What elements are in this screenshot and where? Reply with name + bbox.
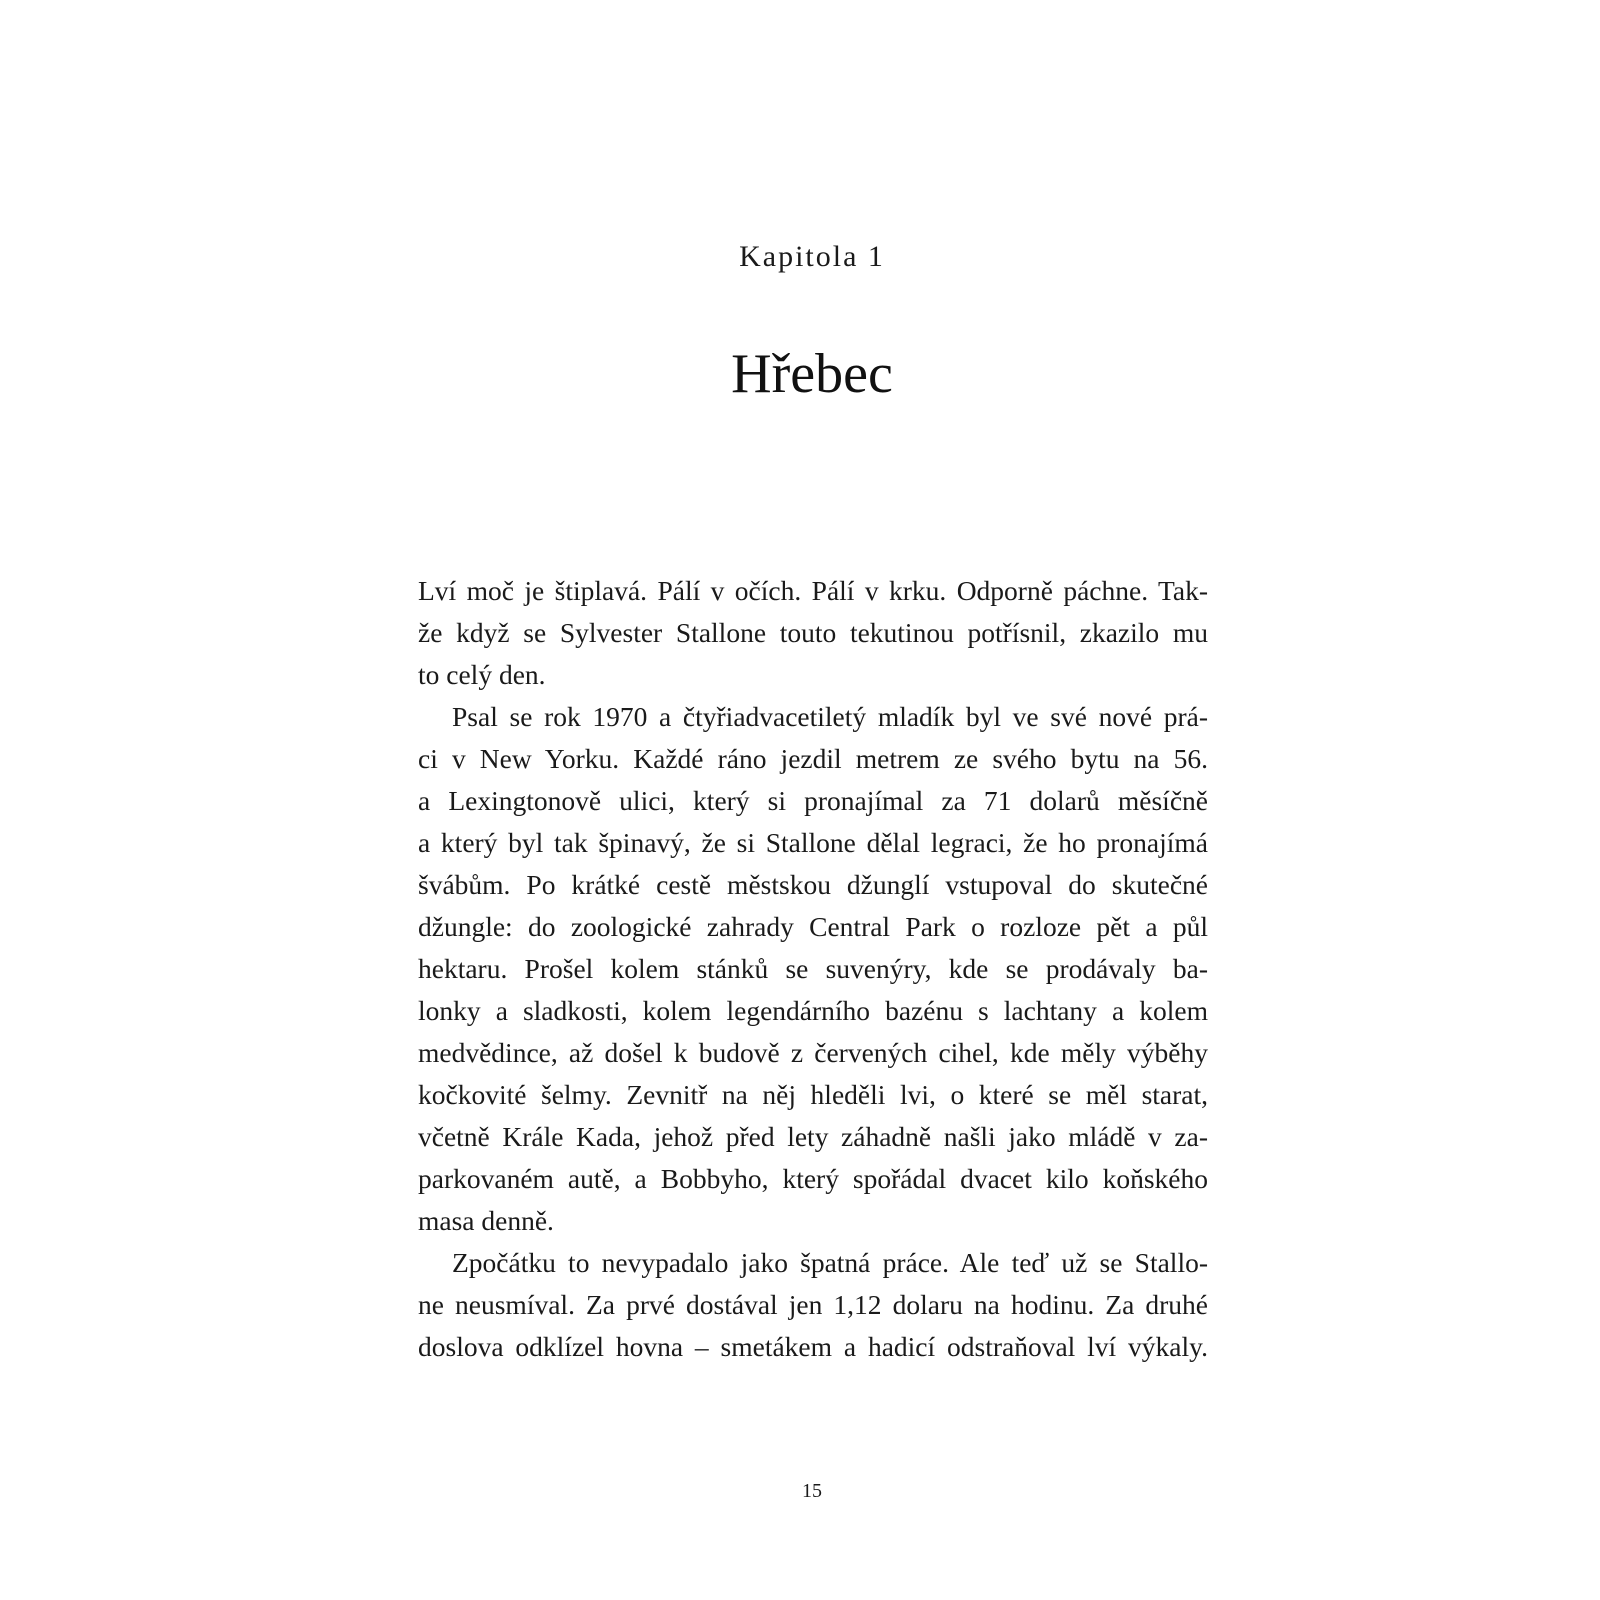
body-text xyxy=(418,570,1208,1368)
text-line: a Lexingtonově ulici, který si pronajímal za 71 dolarů měsíčně xyxy=(418,785,1208,816)
text-line: Psal se rok 1970 a čtyřiadvacetiletý mladík byl ve své nové prá- xyxy=(452,701,1208,732)
text-line: hektaru. Prošel kolem stánků se suvenýry, kde se prodávaly ba- xyxy=(418,953,1208,984)
text-line: Zpočátku to nevypadalo jako špatná práce. Ale teď už se Stallo- xyxy=(452,1247,1208,1278)
text-line: švábům. Po krátké cestě městskou džunglí vstupoval do skutečné xyxy=(418,869,1208,900)
text-line: Lví moč je štiplavá. Pálí v očích. Pálí v krku. Odporně páchne. Tak- xyxy=(418,575,1208,606)
text-line: ci v New Yorku. Každé ráno jezdil metrem ze svého bytu na 56. xyxy=(418,743,1208,774)
text-line: a který byl tak špinavý, že si Stallone dělal legraci, že ho pronajímá xyxy=(418,827,1208,858)
text-line: parkovaném autě, a Bobbyho, který spořádal dvacet kilo koňského xyxy=(418,1163,1208,1194)
text-line: džungle: do zoologické zahrady Central Park o rozloze pět a půl xyxy=(418,911,1208,942)
page-number: 15 xyxy=(802,1480,822,1502)
text-line: že když se Sylvester Stallone touto tekutinou potřísnil, zkazilo mu xyxy=(418,617,1208,648)
text-line: kočkovité šelmy. Zevnitř na něj hleděli lvi, o které se měl starat, xyxy=(418,1079,1208,1110)
text-line: to celý den. xyxy=(418,659,546,690)
text-line: ne neusmíval. Za prvé dostával jen 1,12 dolaru na hodinu. Za druhé xyxy=(418,1289,1208,1320)
chapter-label: Kapitola 1 xyxy=(739,240,885,273)
text-line: včetně Krále Kada, jehož před lety záhadně našli jako mládě v za- xyxy=(418,1121,1208,1152)
text-line: lonky a sladkosti, kolem legendárního bazénu s lachtany a kolem xyxy=(418,995,1208,1026)
text-line: doslova odklízel hovna – smetákem a hadicí odstraňoval lví výkaly. xyxy=(418,1331,1208,1362)
text-line: masa denně. xyxy=(418,1205,554,1236)
chapter-title: Hřebec xyxy=(731,343,893,405)
text-line: medvědince, až došel k budově z červených cihel, kde měly výběhy xyxy=(418,1037,1208,1068)
